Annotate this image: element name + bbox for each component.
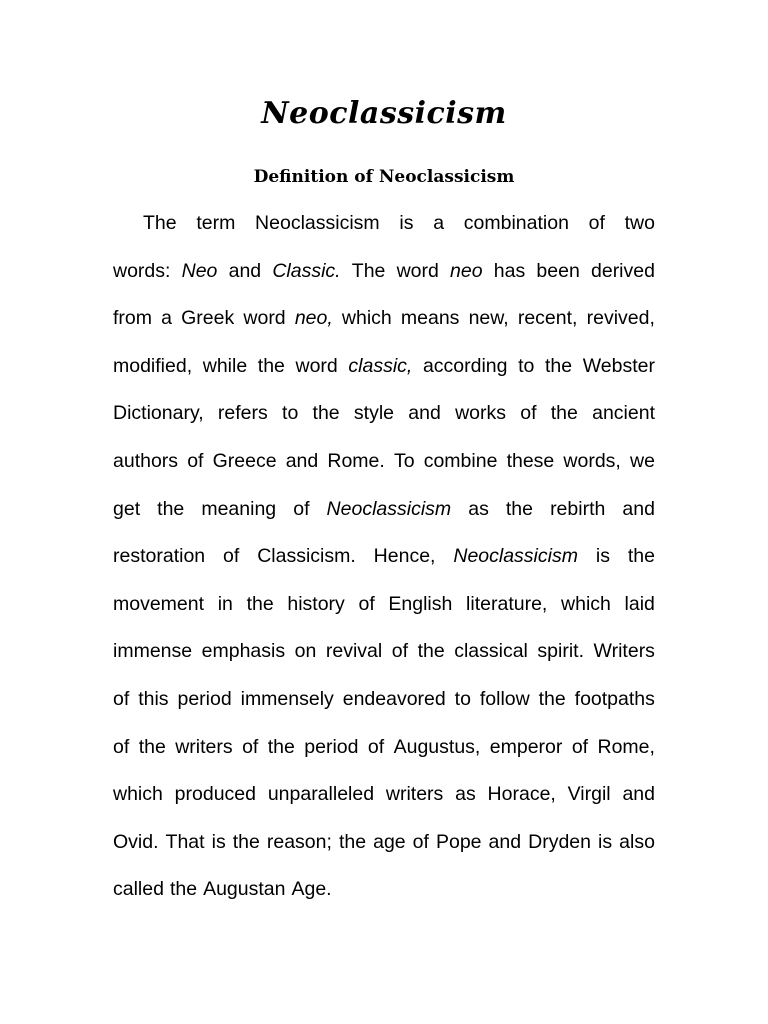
word: a	[161, 307, 172, 330]
word: of	[293, 497, 310, 520]
word: follow	[479, 688, 530, 710]
paragraph-line	[143, 208, 655, 238]
word: Augustus,	[393, 735, 481, 758]
paragraph-line	[113, 541, 655, 571]
word: immensely	[240, 688, 334, 710]
word: emphasis	[201, 640, 286, 663]
paragraph-line	[113, 446, 655, 476]
word: unparalleled	[267, 783, 375, 806]
word: as	[468, 497, 489, 520]
word: Augustan	[203, 878, 286, 901]
word: the	[257, 354, 285, 377]
word: been	[536, 259, 580, 282]
word: the	[417, 640, 445, 663]
word: of	[391, 640, 409, 663]
italic-word: classic,	[348, 354, 413, 377]
word: we	[629, 450, 655, 472]
word: Writers	[593, 640, 655, 663]
word: a	[433, 212, 445, 234]
word: Greek	[181, 307, 235, 330]
word: the	[505, 497, 533, 520]
word: of	[358, 592, 375, 615]
word: Rome.	[327, 450, 385, 472]
italic-word: neo	[450, 259, 483, 282]
word: Virgil	[567, 783, 611, 806]
paragraph-line	[113, 256, 655, 286]
word: meaning	[201, 497, 277, 520]
word: in	[217, 592, 233, 615]
word: literature,	[466, 592, 548, 615]
word: immense	[113, 640, 193, 663]
word: means	[400, 307, 460, 330]
word: two	[624, 212, 655, 234]
word: of	[571, 735, 589, 758]
word: to	[518, 354, 535, 377]
paragraph-line	[113, 684, 655, 714]
word: words:	[113, 259, 171, 282]
word: called	[113, 878, 164, 901]
word: word	[243, 307, 286, 330]
word: Dryden	[528, 830, 591, 853]
paragraph-line	[113, 494, 655, 524]
word: recent,	[517, 307, 578, 330]
italic-word: Neoclassicism	[326, 497, 452, 520]
word: Hence,	[373, 545, 436, 568]
word: and	[622, 783, 655, 806]
italic-word: Neoclassicism	[453, 545, 578, 568]
word: this	[138, 688, 169, 710]
word: The	[351, 259, 386, 282]
word: modified,	[113, 354, 193, 377]
document-title: Neoclassicism	[261, 96, 507, 131]
word: also	[619, 830, 655, 853]
word: the	[538, 688, 566, 710]
word: rebirth	[550, 497, 606, 520]
word: while	[202, 354, 248, 377]
word: as	[455, 783, 476, 806]
word: Horace,	[487, 783, 556, 806]
word: Webster	[582, 354, 655, 377]
word: Age.	[291, 878, 332, 901]
word: The	[143, 212, 177, 234]
word: has	[493, 259, 526, 282]
word: word	[396, 259, 439, 282]
paragraph-line	[113, 732, 655, 762]
word: To	[393, 450, 415, 472]
word: writers	[175, 735, 233, 758]
word: Greece	[212, 450, 277, 472]
word: classical	[454, 640, 528, 663]
word: authors	[113, 450, 179, 472]
word: get	[113, 497, 141, 520]
word: ancient	[592, 402, 655, 425]
word: produced	[174, 783, 256, 806]
word: of	[588, 212, 605, 234]
word: the	[169, 878, 198, 901]
word: the	[157, 497, 185, 520]
word: the	[246, 592, 274, 615]
word: new,	[468, 307, 509, 330]
word: of	[187, 450, 204, 472]
word: Pope	[435, 830, 482, 853]
word: age	[373, 830, 406, 853]
word: word	[295, 354, 338, 377]
word: derived	[591, 259, 655, 282]
word: words,	[563, 450, 621, 472]
word: spirit.	[537, 640, 585, 663]
word: from	[113, 307, 152, 330]
word: the	[338, 830, 367, 853]
word: laid	[624, 592, 655, 615]
word: writers	[385, 783, 444, 806]
word: is	[598, 830, 613, 853]
word: revival	[325, 640, 383, 663]
word: these	[506, 450, 555, 472]
word: refers	[217, 402, 268, 425]
word: combination	[463, 212, 569, 234]
paragraph-line	[113, 351, 655, 381]
word: revived,	[586, 307, 655, 330]
word: endeavored	[342, 688, 446, 710]
word: Dictionary,	[113, 402, 204, 425]
word: the	[267, 735, 295, 758]
word: of	[242, 735, 259, 758]
word: term	[196, 212, 236, 234]
word: emperor	[489, 735, 563, 758]
word: and	[622, 497, 655, 520]
word: the	[232, 830, 260, 853]
italic-word: neo,	[294, 307, 333, 330]
word: combine	[423, 450, 498, 472]
word: the	[544, 354, 573, 377]
word: according	[422, 354, 508, 377]
word: reason;	[266, 830, 332, 853]
paragraph-line	[113, 779, 655, 809]
word: footpaths	[574, 688, 655, 710]
word: restoration	[113, 545, 206, 568]
word: movement	[113, 592, 205, 615]
word: to	[454, 688, 471, 710]
word: of	[412, 830, 429, 853]
paragraph-line	[113, 303, 655, 333]
word: which	[113, 783, 163, 806]
word: is	[595, 545, 610, 568]
word: works	[455, 402, 506, 425]
word: is	[399, 212, 414, 234]
italic-word: Classic.	[272, 259, 341, 282]
paragraph-line	[113, 398, 655, 428]
word: which	[341, 307, 392, 330]
word: and	[488, 830, 522, 853]
paragraph-line	[113, 636, 655, 666]
word: English	[388, 592, 453, 615]
word: Rome,	[597, 735, 655, 758]
word: the	[312, 402, 340, 425]
italic-word: Neo	[181, 259, 218, 282]
paragraph-line	[113, 589, 655, 619]
word: of	[367, 735, 385, 758]
word: the	[627, 545, 655, 568]
word: style	[353, 402, 395, 425]
word: and	[285, 450, 319, 472]
word: Ovid.	[113, 830, 159, 853]
word: of	[223, 545, 240, 568]
word: of	[113, 688, 130, 710]
word: is	[211, 830, 226, 853]
word: That	[165, 830, 205, 853]
word: of	[113, 735, 130, 758]
section-heading: Definition of Neoclassicism	[253, 167, 515, 187]
word: which	[561, 592, 611, 615]
word: of	[520, 402, 537, 425]
word: period	[304, 735, 359, 758]
word: to	[282, 402, 299, 425]
paragraph-line	[113, 827, 655, 857]
word: Classicism.	[257, 545, 356, 568]
word: the	[550, 402, 578, 425]
word: and	[408, 402, 441, 425]
word: history	[287, 592, 345, 615]
word: and	[228, 259, 262, 282]
word: Neoclassicism	[255, 212, 380, 234]
word: on	[294, 640, 317, 663]
paragraph-line	[113, 874, 655, 904]
word: the	[138, 735, 166, 758]
word: period	[177, 688, 232, 710]
